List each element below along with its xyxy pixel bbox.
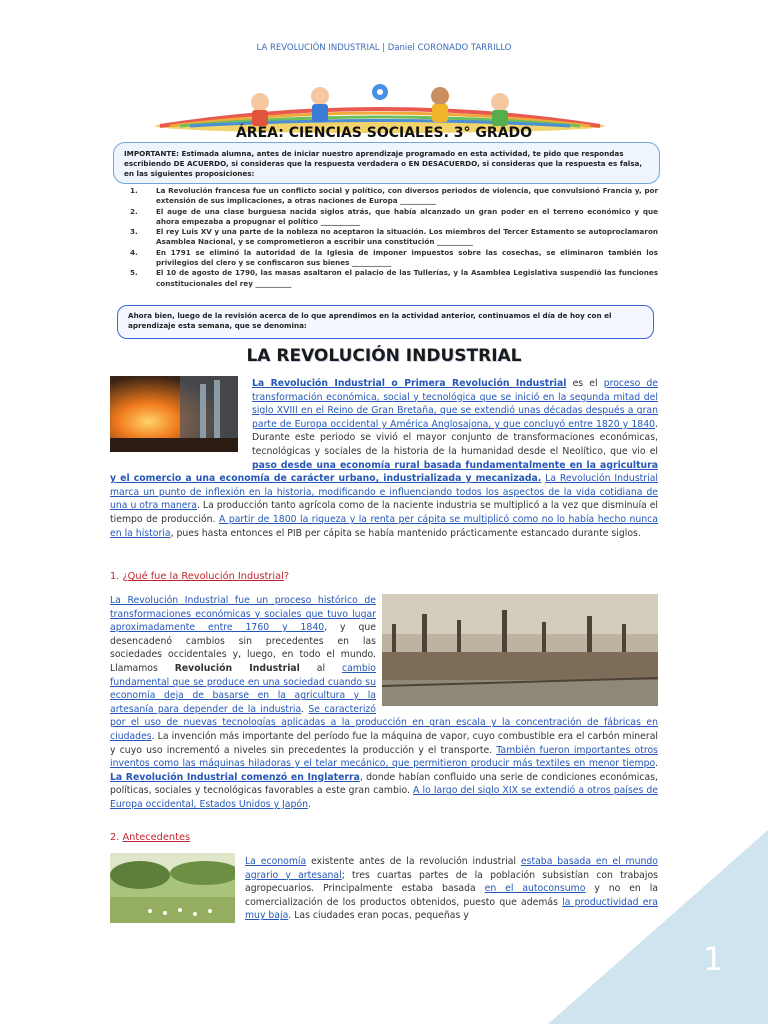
link-economy[interactable]: La economía: [245, 856, 307, 867]
link-selfconsumption[interactable]: en el autoconsumo: [484, 883, 586, 895]
running-header: LA REVOLUCIÓN INDUSTRIAL | Daniel CORONADO TARRILLO: [256, 43, 512, 53]
page-number: 1: [703, 940, 724, 978]
section-link-2[interactable]: Antecedentes: [122, 832, 191, 843]
proposition-item: 4. En 1791 se eliminó la autoridad de la Iglesia de imponer impuestos sobre las cosechas, se eliminaron también los privilegios del clero y se confiscaron sus bienes ___________: [130, 247, 658, 268]
proposition-item: 2. El auge de una clase burguesa nacida siglos atrás, que había alcanzado un gran poder en el terreno económico y que ahora empezaba a propugnar el político ___________: [130, 206, 658, 226]
link-wealth[interactable]: A partir de 1800 la riqueza y la renta per cápita se multiplicó como no lo había hecho nunca en la historia: [110, 513, 658, 539]
link-productivity[interactable]: la productividad era muy baja: [245, 896, 658, 922]
link-technologies[interactable]: Se caracterizó por el uso de nuevas tecnologías aplicadas a la producción en gran escala y la concentración de fábricas en ciudades: [110, 703, 658, 742]
area-title: ÁREA: CIENCIAS SOCIALES. 3° GRADO: [235, 125, 533, 141]
intro-note-box: [117, 305, 654, 339]
intro-paragraph: La Revolución Industrial o Primera Revolución Industrial es el proceso de transformación económica, social y tecnológica que se inició en la segunda mitad del siglo XVIII en el Reino de Gran Bretaña, que se extendió unas décadas después a gran parte de Europa occidental y América Anglosajona, y que concluyó entre 1820 y 1840. Durante este periodo se vivió el mayor conjunto de transformaciones económicas, tecnológicas y sociales de la historia de la humanidad desde el Neolítico, que vio el paso desde una economía rural basada fundamentalmente en la agricultura y el comercio a una economía de carácter urbano, industrializada y mecanizada. La Revolución Industrial marca un punto de inflexión en la historia, modificando e influenciando todos los aspectos de la vida cotidiana de una u otra manera. La producción tanto agrícola como de la naciente industria se multiplicó a la vez que disminuía el tiempo de producción. A partir de 1800 la riqueza y la renta per cápita se multiplicó como no lo había hecho nunca en la historia, pues hasta entonces el PIB per cápita se había mantenido prácticamente estancado durante siglos.: [110, 378, 659, 539]
countryside-image: [110, 853, 235, 923]
link-change[interactable]: cambio fundamental que se produce en una sociedad cuando su economía deja de basarse en la agricultura y la artesanía para depender de la industria: [110, 662, 376, 715]
link-definition[interactable]: proceso de transformación económica, social y tecnológica que se inició en la segunda mitad del siglo XVIII en el Reino de Gran Bretaña, que se extendió unas décadas después a gran parte de Europa occidental y América Anglosajona, y que concluyó entre 1820 y 1840: [252, 378, 659, 430]
section-heading-1: 1. ¿Qué fue la Revolución Industrial?: [110, 571, 290, 582]
intro-note-text: Ahora bien, luego de la revisión acerca de lo que aprendimos en la actividad anterior, continuamos el día de hoy con el aprendizaje esta semana, que se denomina:: [128, 311, 612, 330]
link-inventions[interactable]: También fueron importantes otros inventos como las máquinas hiladoras y el telar mecánico, que permitieron producir más textiles en menor tiempo: [110, 744, 658, 770]
link-process[interactable]: La Revolución Industrial fue un proceso histórico de transformaciones económicas y sociales que tuvo lugar aproximadamente entre 1760 y 1840: [110, 595, 376, 634]
proposition-item: 3. El rey Luis XV y una parte de la nobleza no aceptaron la situación. Los miembros del Tercer Estamento se autoproclamaron Asamblea Nacional, y se comprometieron a escribir una constitución __________: [130, 227, 658, 247]
main-title: LA REVOLUCIÓN INDUSTRIAL: [246, 346, 522, 366]
proposition-item: 1. La Revolución francesa fue un conflicto social y político, con diversos periodos de violencia, que convulsionó Francia y, por extensión de sus implicaciones, a otras naciones de Europa __________: [130, 186, 658, 206]
link-agrarian[interactable]: estaba basada en el mundo agrario y artesanal: [245, 856, 658, 881]
link-inflection[interactable]: La Revolución Industrial marca un punto de inflexión en la historia, modificando e influenciando todos los aspectos de la vida cotidiana de una u otra manera: [110, 473, 658, 512]
link-spread[interactable]: A lo largo del siglo XIX se extendió a otros países de Europa occidental, Estados Unidos y Japón: [110, 785, 659, 810]
important-note-box: [113, 142, 660, 184]
definition-paragraph: La Revolución Industrial fue un proceso histórico de transformaciones económicas y sociales que tuvo lugar aproximadamente entre 1760 y 1840, y que desencadenó cambios sin precedentes en las sociedades occidentales y, luego, en todo el mundo. Llamamos Revolución Industrial al cambio fundamental que se produce en una sociedad cuando su economía deja de basarse en la agricultura y la artesanía para depender de la industria. Se caracterizó por el uso de nuevas tecnologías aplicadas a la producción en gran escala y la concentración de fábricas en ciudades. La invención más importante del período fue la máquina de vapor, cuyo combustible era el carbón mineral y cuyo uso incrementó a niveles sin precedentes la producción y el transporte. También fueron importantes otros inventos como las máquinas hiladoras y el telar mecánico, que permitieron producir más textiles en menor tiempo. La Revolución Industrial comenzó en Inglaterra, donde habían confluido una serie de condiciones económicas, políticas, sociales y tecnológicas favorables a este gran cambio. A lo largo del siglo XIX se extendió a otros países de Europa occidental, Estados Unidos y Japón.: [110, 595, 659, 810]
propositions-list: [130, 186, 658, 289]
proposition-item: 5. El 10 de agosto de 1790, las masas asaltaron el palacio de las Tullerías, y la Asamblea Legislativa suspendió las funciones constitucionales del rey __________: [130, 268, 658, 288]
antecedents-paragraph: La economía existente antes de la revolución industrial estaba basada en el mundo agrario y artesanal; tres cuartas partes de la población subsistían con trabajos agropecuarios. Principalmente estaba basada en el autoconsumo y no en la comercialización de los productos obtenidos, puesto que además la productividad era muy baja. Las ciudades eran pocas, pequeñas y: [245, 856, 658, 922]
section-link-1[interactable]: ¿Qué fue la Revolución Industrial: [122, 571, 284, 582]
important-note-text: IMPORTANTE: Estimada alumna, antes de iniciar nuestro aprendizaje programado en esta actividad, te pido que respondas escribiendo DE ACUERDO, si consideras que la respuesta verdadera o EN DESACUERDO, si consideras que la respuesta es falsa, en las siguientes proposiciones:: [124, 149, 643, 178]
section-heading-2: 2. Antecedentes: [110, 832, 191, 843]
